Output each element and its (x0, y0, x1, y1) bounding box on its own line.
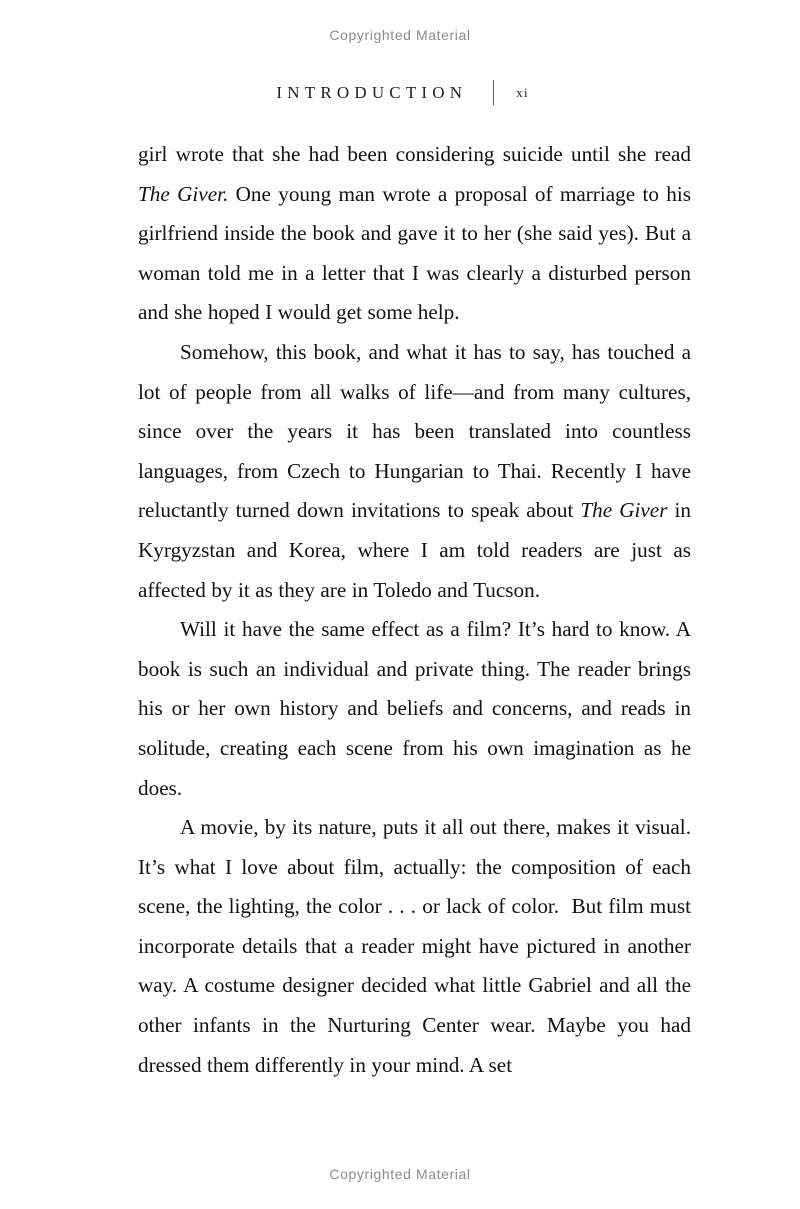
body-text-block (138, 135, 691, 1085)
vertical-rule-icon (493, 80, 494, 105)
copyright-watermark-top: Copyrighted Material (329, 27, 471, 43)
copyright-watermark-bottom: Copyrighted Material (329, 1166, 471, 1182)
paragraph: Will it have the same effect as a film? It’s hard to know. A book is such an individual and private thing. The reader brings his or her own history and beliefs and concerns, and reads in solitude, creating each scene from his own imagination as he does. (138, 617, 691, 800)
running-head-title: INTRODUCTION (276, 82, 468, 102)
running-head (0, 80, 800, 105)
paragraph: Somehow, this book, and what it has to say, has touched a lot of people from all walks of life—and from many cultures, since over the years it has been translated into countless languages, from Czech to Hungarian to Thai. Recently I have reluctantly turned down invitations to speak about The Giver in Kyrgyzstan and Korea, where I am told readers are just as affected by it as they are in Toledo and Tucson. (138, 339, 691, 602)
paragraph: A movie, by its nature, puts it all out there, makes it visual. It’s what I love about film, actually: the composition of each scene, the lighting, the color . . . or lack of color. But film must incorporate details that a reader might have pictured in another way. A costume designer decided what little Gabriel and all the other infants in the Nurturing Center wear. Maybe you had dressed them differently in your mind. A set (138, 815, 691, 1077)
page-number: xi (516, 84, 529, 100)
paragraph: girl wrote that she had been considering suicide until she read The Giver. One young man wrote a proposal of marriage to his girlfriend inside the book and gave it to her (she said yes). But a woman told me in a letter that I was clearly a disturbed person and she hoped I would get some help. (138, 142, 692, 325)
